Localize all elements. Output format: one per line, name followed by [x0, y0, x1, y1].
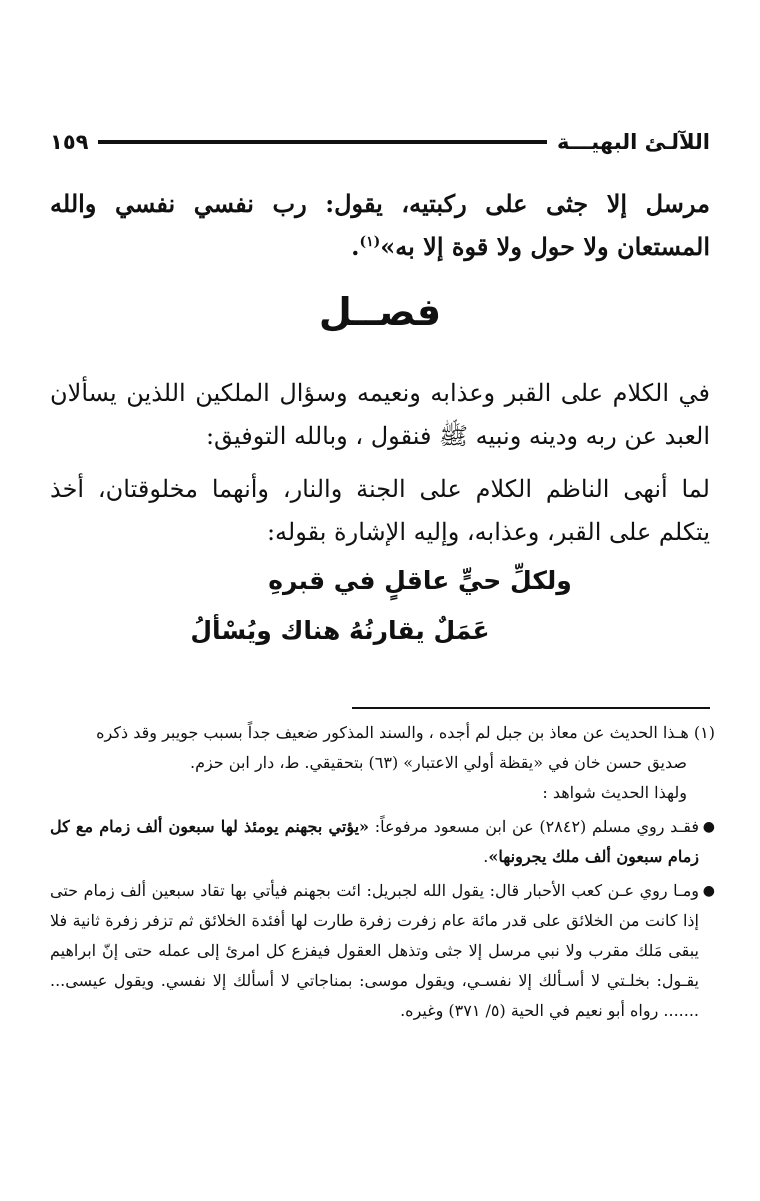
bullet-1-text: فقـد روي مسلم (٢٨٤٢) عن ابن مسعود مرفوعاً: [369, 817, 699, 836]
footnote-separator [352, 707, 710, 709]
header-rule [98, 140, 547, 144]
footnote-1-line-2: صديق حسن خان في «يقظة أولي الاعتبار» (٦٣) بتحقيقي. ط، دار ابن حزم. [189, 753, 687, 772]
bullet-1-end: . [483, 847, 489, 866]
bullet-icon: ● [702, 883, 715, 899]
section-intro-paragraph: في الكلام على القبر وعذابه ونعيمه وسؤال الملكين اللذين يسألان العبد عن ربه ودينه ونبيه ﷺ فنقول ، وبالله التوفيق: [50, 379, 710, 450]
paragraph-1-end: . [351, 232, 360, 261]
section-heading: فصــل [318, 290, 442, 334]
verse-first-hemistich: ولكلِّ حيٍّ عاقلٍ في قبرهِ [268, 566, 572, 595]
verse-second-hemistich: عَمَلٌ يقارنُهُ هناك ويُسْألُ [190, 616, 490, 645]
footnote-1-line-1: (١) هـذا الحديث عن معاذ بن جبل لم أجده ، والسند المذكور ضعيف جداً بسبب جويبر وقد ذكره [96, 723, 715, 742]
footnotes [50, 718, 715, 1026]
paragraph-1-text: مرسل إلا جثى على ركبتيه، يقول: رب نفسي نفسي والله المستعان ولا حول ولا قوة إلا به» [50, 189, 710, 261]
paragraph-continuation [50, 182, 710, 268]
bullet-icon: ● [702, 819, 715, 835]
bullet-1-hadith: «يؤتي بجهنم يومئذ لها سبعون ألف زمام مع كل زمام سبعون ألف ملك يجرونها» [50, 817, 699, 866]
running-header [50, 120, 710, 164]
footnote-bullet-2 [50, 876, 715, 1026]
footnote-reference: (١) [359, 234, 381, 250]
footnote-1-line-3: ولهذا الحديث شواهد : [542, 783, 687, 802]
commentary-paragraph: لما أنهى الناظم الكلام على الجنة والنار، وأنهما مخلوقتان، أخذ يتكلم على القبر، وعذابه، وإليه الإشارة بقوله: [50, 475, 710, 546]
footnote-bullet-1 [50, 812, 715, 872]
bullet-2-text: ومـا روي عـن كعب الأحبار قال: يقول الله لجبريل: ائت بجهنم فيأتي بها تقاد سبعين ألف زمام حتى إذا كانت من الخلائق على قدر مائة عام زفرت زفرة طارت لها أفئدة الخلائق ثم تزفر زفرة ثانية فلا يبقى مَلك مقرب ولا نبي مرسل إلا جثى وتذهل العقول فيفزع كل امرئ إلى عمله حتى إنّ ابراهيم يقـول: بخلـتي لا أسـألك إلا نفسـي، ويقول موسى: بمناجاتي لا أسألك إلا نفسي. ويقول عيسى... ....... رواه أبو نعيم في الحية (٥/ ٣٧١) وغيره. [50, 881, 699, 1020]
page-number: ١٥٩ [50, 130, 89, 154]
running-title: اللآلـئ البهيـــة [556, 130, 710, 154]
